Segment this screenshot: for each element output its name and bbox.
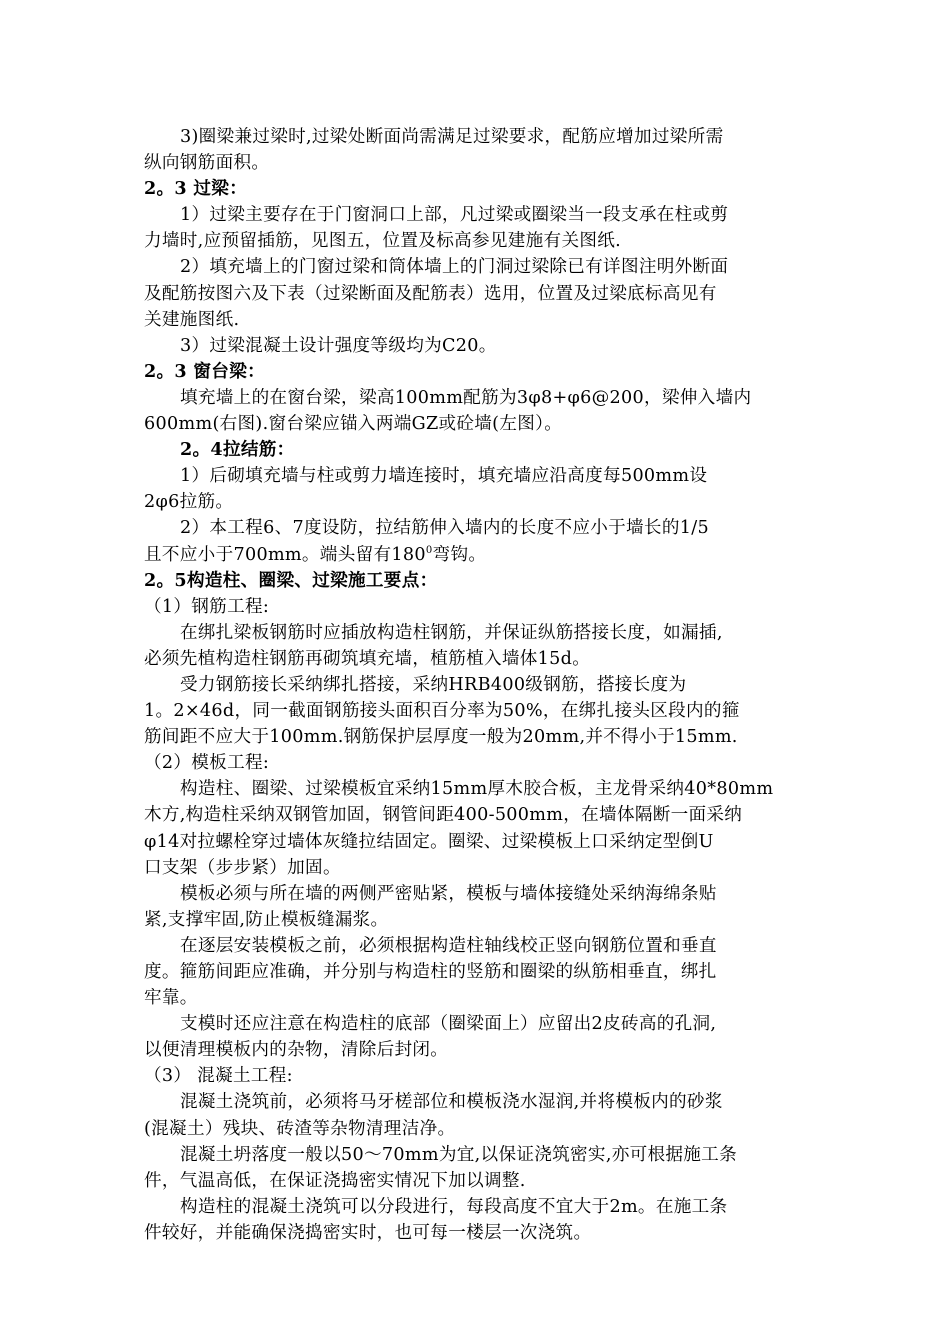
text-line: [144, 1168, 816, 1194]
line-text: 2。5构造柱、圈梁、过梁施工要点：: [144, 569, 438, 591]
line-text: 2。4拉结筋：: [180, 439, 295, 461]
text-line: [144, 411, 816, 437]
text-line: [144, 281, 816, 307]
line-text: 构造柱的混凝土浇筑可以分段进行，每段高度不宜大于2m。在施工条: [180, 1196, 728, 1217]
text-line: [144, 333, 816, 359]
text-line: [144, 1011, 816, 1037]
text-line: [144, 463, 816, 489]
line-text: 关建施图纸.: [144, 309, 240, 330]
text-line: [144, 933, 816, 959]
line-text: 混凝土坍落度一般以50～70mm为宜,以保证浇筑密实,亦可根据施工条: [180, 1144, 737, 1165]
text-line: [144, 1037, 816, 1063]
line-text: φ14对拉螺栓穿过墙体灰缝拉结固定。圈梁、过梁模板上口采纳定型倒U: [144, 831, 714, 852]
text-line: [144, 698, 816, 724]
text-line: [144, 228, 816, 254]
text-line: [144, 855, 816, 881]
text-line: [144, 620, 816, 646]
text-line: [144, 959, 816, 985]
line-text: 2）填充墙上的门窗过梁和筒体墙上的门洞过梁除已有详图注明外断面: [180, 257, 729, 278]
line-text: 件，气温高低，在保证浇捣密实情况下加以调整.: [144, 1170, 526, 1191]
text-line: [144, 542, 816, 568]
line-text: (混凝土）残块、砖渣等杂物清理洁净。: [144, 1118, 456, 1139]
line-text: 模板必须与所在墙的两侧严密贴紧，模板与墙体接缝处采纳海绵条贴: [180, 883, 717, 904]
line-text: 木方,构造柱采纳双钢管加固，钢管间距400-500mm，在墙体隔断一面采纳: [144, 805, 743, 826]
line-text: 在绑扎梁板钢筋时应插放构造柱钢筋，并保证纵筋搭接长度，如漏插,: [180, 622, 723, 643]
text-line: [144, 1089, 816, 1115]
section-heading: [144, 437, 816, 463]
text-line: [144, 985, 816, 1011]
text-line: [144, 489, 816, 515]
text-line: [144, 1116, 816, 1142]
line-text: 2）本工程6、7度设防，拉结筋伸入墙内的长度不应小于墙长的1/5: [180, 518, 709, 539]
section-heading: [144, 176, 816, 202]
text-line: [144, 124, 816, 150]
text-line: [144, 881, 816, 907]
line-text: 1）后砌填充墙与柱或剪力墙连接时，填充墙应沿高度每500mm设: [180, 466, 708, 487]
line-text: 牢靠。: [144, 988, 198, 1009]
document-body: [144, 124, 816, 1246]
line-text: 填充墙上的在窗台梁，梁高100mm配筋为3φ8+φ6@200，梁伸入墙内: [180, 387, 752, 408]
line-text: 以便清理模板内的杂物，清除后封闭。: [144, 1040, 449, 1061]
line-text: 纵向钢筋面积。: [144, 153, 270, 174]
line-text: 必须先植构造柱钢筋再砌筑填充墙，植筋植入墙体15d。: [144, 648, 591, 669]
text-line: [144, 750, 816, 776]
line-text: 构造柱、圈梁、过梁模板宜采纳15mm厚木胶合板，主龙骨采纳40*80mm: [180, 779, 774, 800]
text-line: [144, 724, 816, 750]
text-line: [144, 515, 816, 541]
line-text: （2）模板工程:: [144, 753, 270, 774]
line-text: 混凝土浇筑前，必须将马牙槎部位和模板浇水湿润,并将模板内的砂浆: [180, 1092, 723, 1113]
text-line: [144, 1194, 816, 1220]
text-line: [144, 672, 816, 698]
line-text: 3)圈梁兼过梁时,过梁处断面尚需满足过梁要求，配筋应增加过梁所需: [180, 127, 724, 147]
text-line: [144, 254, 816, 280]
text-line: [144, 385, 816, 411]
text-line: [144, 907, 816, 933]
line-text: 且不应小于700mm。端头留有180: [144, 544, 426, 565]
text-line: [144, 1142, 816, 1168]
line-text: 2。3 窗台梁：: [144, 360, 265, 382]
section-heading: [144, 359, 816, 385]
line-text: 件较好，并能确保浇捣密实时，也可每一楼层一次浇筑。: [144, 1222, 592, 1243]
degree-superscript: 0: [425, 544, 433, 556]
line-text: 1）过梁主要存在于门窗洞口上部，凡过梁或圈梁当一段支承在柱或剪: [180, 205, 729, 226]
section-heading: [144, 568, 816, 594]
line-text: 力墙时,应预留插筋，见图五，位置及标高参见建施有关图纸.: [144, 231, 622, 252]
line-text: 3）过梁混凝土设计强度等级均为C20。: [180, 335, 497, 356]
text-line: [144, 202, 816, 228]
text-line: [144, 646, 816, 672]
line-text: 口支架（步步紧）加固。: [144, 857, 341, 878]
line-text: （3） 混凝土工程:: [144, 1066, 293, 1087]
line-text: 支模时还应注意在构造柱的底部（圈梁面上）应留出2皮砖高的孔洞,: [180, 1014, 717, 1035]
line-text: 度。箍筋间距应准确，并分别与构造柱的竖筋和圈梁的纵筋相垂直，绑扎: [144, 962, 717, 982]
text-line: [144, 594, 816, 620]
line-text: 受力钢筋接长采纳绑扎搭接，采纳HRB400级钢筋，搭接长度为: [180, 674, 687, 695]
line-text-continued: 弯钩。: [432, 544, 487, 565]
text-line: [144, 1063, 816, 1089]
text-line: [144, 1220, 816, 1246]
line-text: 及配筋按图六及下表（过梁断面及配筋表）选用，位置及过梁底标高见有: [144, 283, 717, 304]
line-text: 2φ6拉筋。: [144, 492, 234, 513]
line-text: 1。2×46d，同一截面钢筋接头面积百分率为50%，在绑扎接头区段内的箍: [144, 701, 740, 722]
line-text: 紧,支撑牢固,防止模板缝漏浆。: [144, 909, 389, 930]
line-text: （1）钢筋工程:: [144, 596, 270, 617]
text-line: [144, 307, 816, 333]
line-text: 筋间距不应大于100mm.钢筋保护层厚度一般为20mm,并不得小于15mm.: [144, 727, 738, 748]
text-line: [144, 829, 816, 855]
line-text: 2。3 过梁：: [144, 178, 248, 200]
line-text: 在逐层安装模板之前，必须根据构造柱轴线校正竖向钢筋位置和垂直: [180, 935, 717, 956]
line-text: 600mm(右图).窗台梁应锚入两端GZ或砼墙(左图）。: [144, 414, 563, 435]
text-line: [144, 776, 816, 802]
text-line: [144, 150, 816, 176]
text-line: [144, 802, 816, 828]
